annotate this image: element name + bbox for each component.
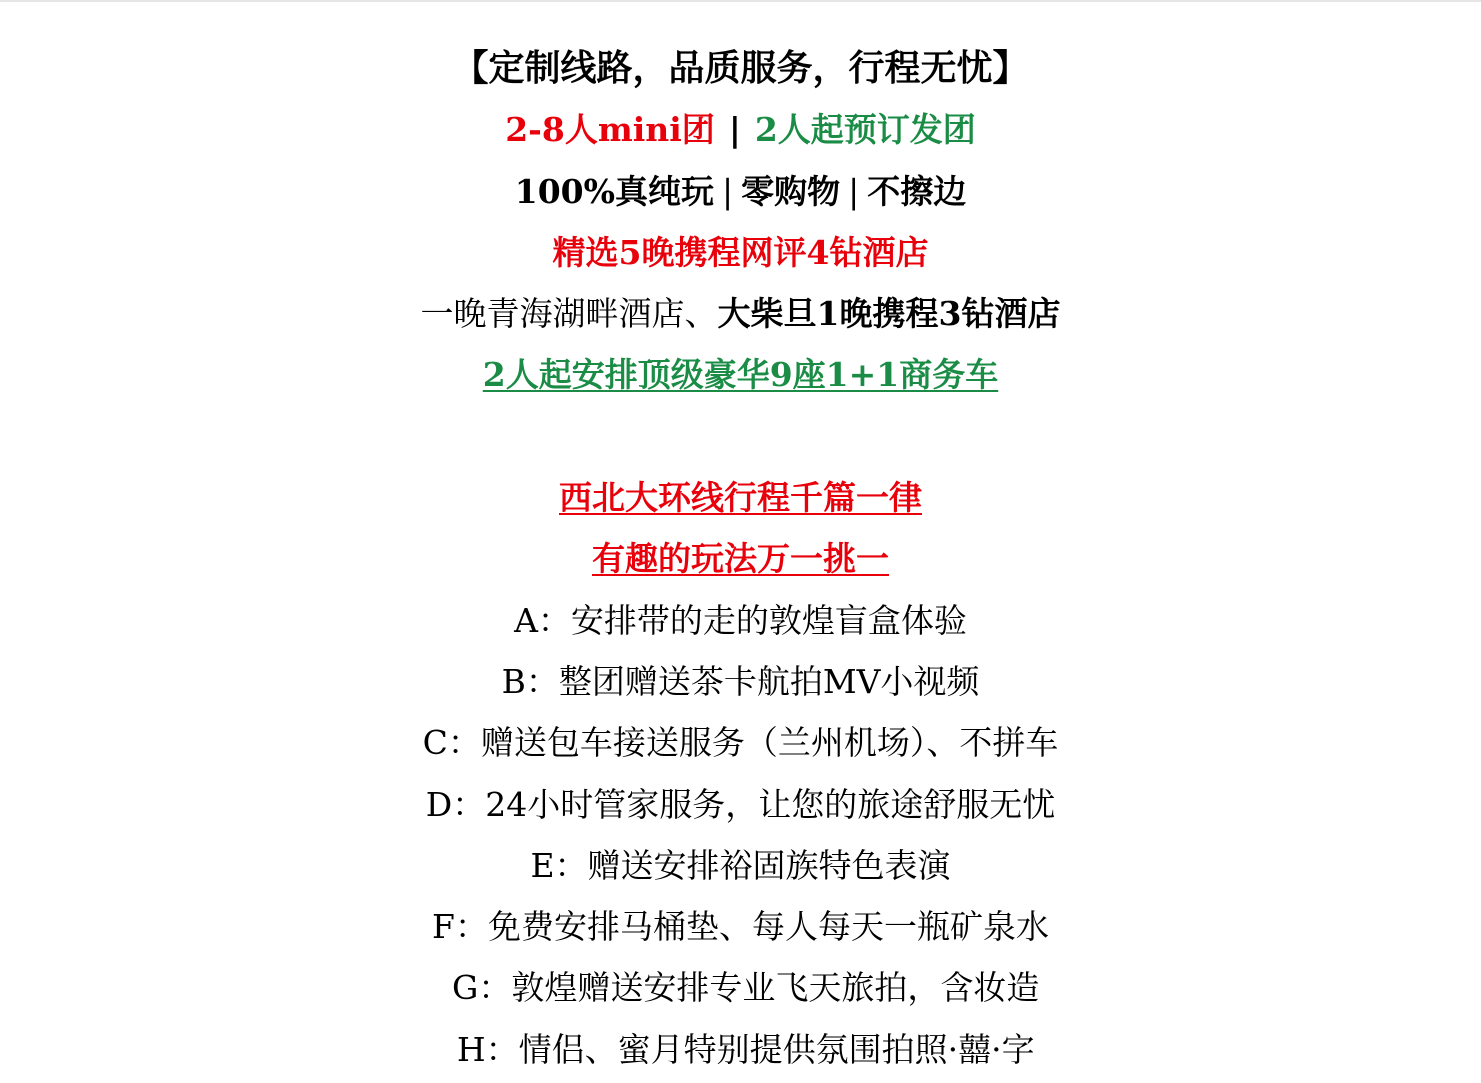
mini-group-text: 2-8人mini团	[505, 110, 715, 150]
highlights-title-2-text: 有趣的玩法万一挑一	[592, 539, 889, 579]
feature-no-edge: 不擦边	[867, 171, 967, 211]
vehicle-line	[0, 344, 1481, 405]
highlight-item-a: A：安排带的走的敦煌盲盒体验	[514, 600, 967, 640]
section-spacer	[0, 406, 1481, 467]
feature-pure-play: 100%真纯玩	[514, 171, 714, 211]
highlight-item-b: B：整团赠送茶卡航拍MV小视频	[501, 661, 980, 701]
highlights-title-1-text: 西北大环线行程千篇一律	[559, 478, 922, 518]
feature-divider-2: |	[848, 171, 860, 211]
highlight-item-c: C：赠送包车接送服务（兰州机场）、不拼车	[422, 723, 1059, 763]
highlight-item-d: D：24小时管家服务，让您的旅途舒服无忧	[425, 784, 1056, 824]
highlight-item-f: F：免费安排马桶垫、每人每天一瓶矿泉水	[432, 907, 1049, 947]
promo-content	[0, 38, 1481, 1080]
highlight-item-e: E：赠送安排裕固族特色表演	[530, 845, 951, 885]
group-size-divider: |	[728, 110, 741, 150]
highlight-item-g: G：敦煌赠送安排专业飞天旅拍，含妆造	[441, 968, 1040, 1008]
hotel-extra-bold: 大柴旦1晚携程3钻酒店	[717, 294, 1061, 334]
highlights-title-2	[0, 528, 1481, 589]
hotel-extra-normal: 一晚青海湖畔酒店、	[420, 294, 718, 334]
top-divider	[0, 0, 1481, 2]
features-line	[0, 161, 1481, 222]
hotel-main-line: 精选5晚携程网评4钻酒店	[552, 232, 929, 272]
highlight-item-h: H：情侣、蜜月特别提供氛围拍照·囍·字	[446, 1029, 1035, 1069]
feature-divider-1: |	[722, 171, 734, 211]
page-title: 【定制线路，品质服务，行程无忧】	[452, 47, 1029, 89]
feature-no-shopping: 零购物	[741, 171, 841, 211]
highlights-title-1	[0, 467, 1481, 528]
vehicle-text: 2人起安排顶级豪华9座1+1商务车	[482, 355, 999, 395]
hotel-extra-line	[0, 283, 1481, 344]
departure-text: 2人起预订发团	[754, 110, 976, 150]
group-size-line	[0, 99, 1481, 160]
